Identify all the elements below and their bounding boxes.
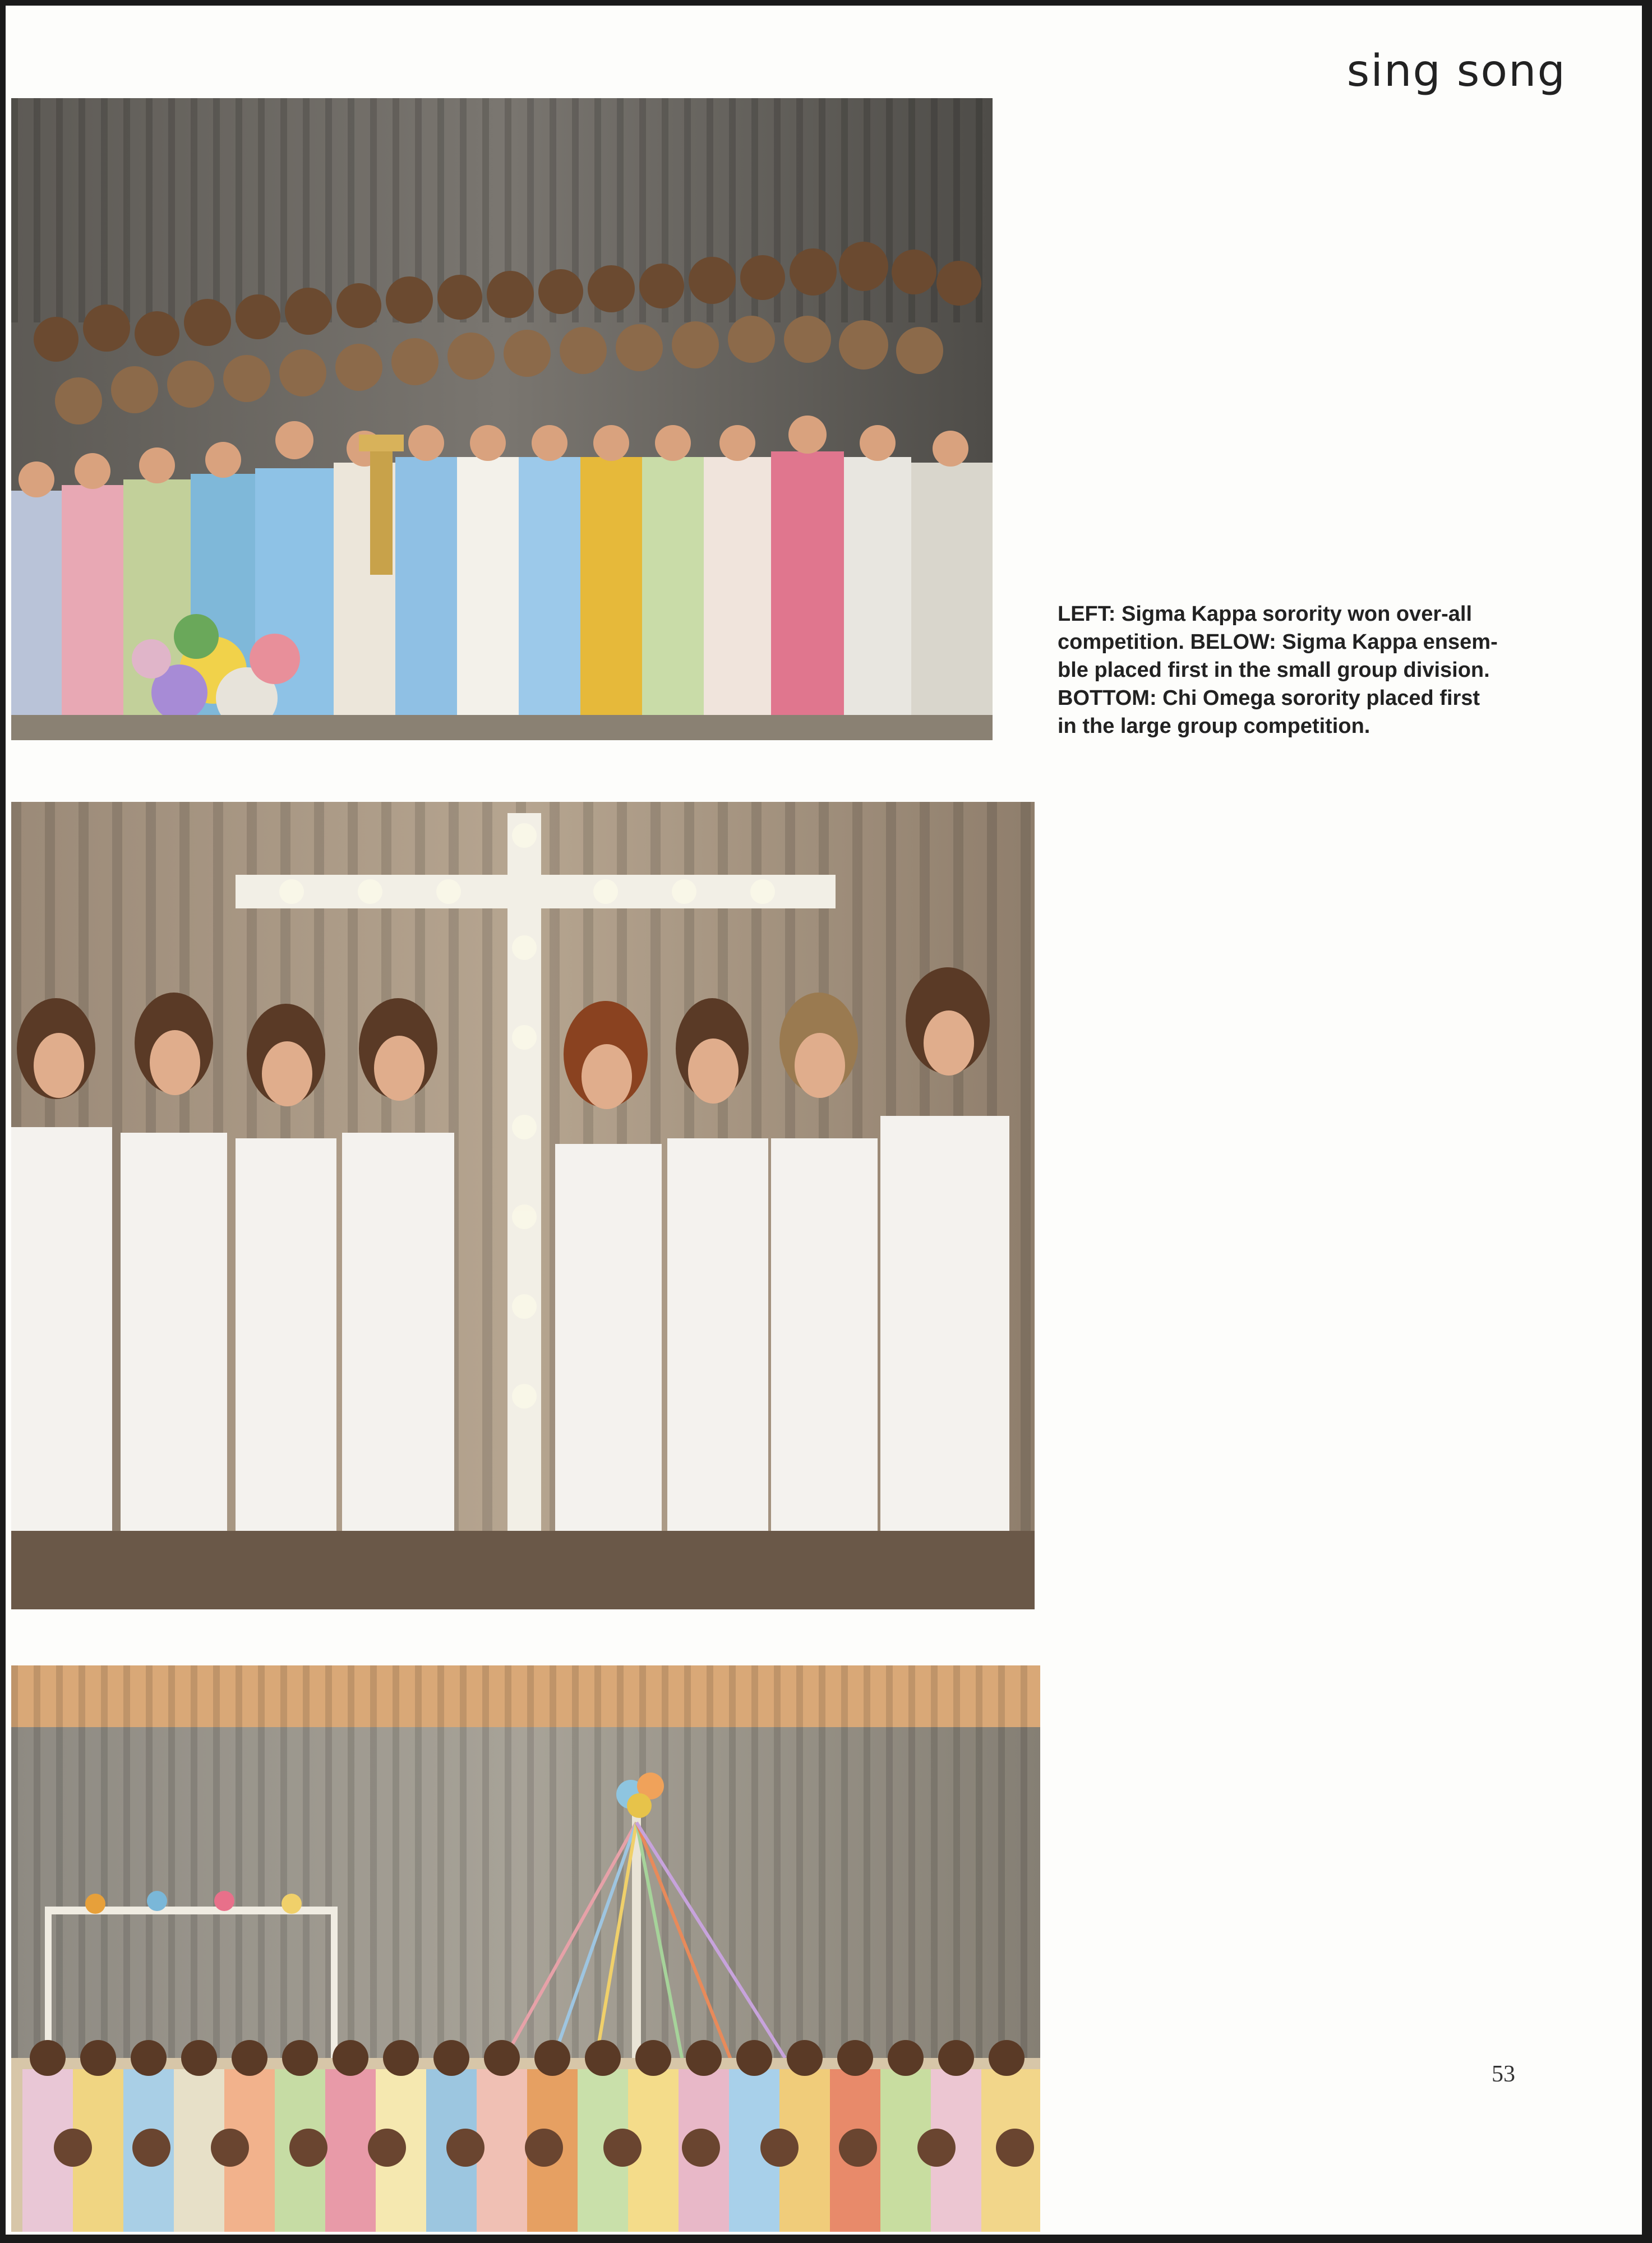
caption-line: BOTTOM: Chi Omega sorority placed first [1058, 686, 1480, 710]
sigma-kappa-overall-photo [11, 98, 993, 740]
photo-caption [1058, 600, 1531, 740]
sigma-kappa-ensemble-photo [11, 802, 1035, 1609]
caption-line: competition. BELOW: Sigma Kappa ensem- [1058, 630, 1498, 654]
page-number: 53 [1492, 2061, 1515, 2087]
chi-omega-group-photo [11, 1665, 1040, 2232]
caption-line: in the large group competition. [1058, 714, 1370, 738]
yearbook-page [6, 6, 1642, 2235]
page-title: sing song [1346, 46, 1566, 96]
caption-line: ble placed first in the small group division. [1058, 658, 1490, 682]
caption-line: LEFT: Sigma Kappa sorority won over-all [1058, 602, 1473, 626]
